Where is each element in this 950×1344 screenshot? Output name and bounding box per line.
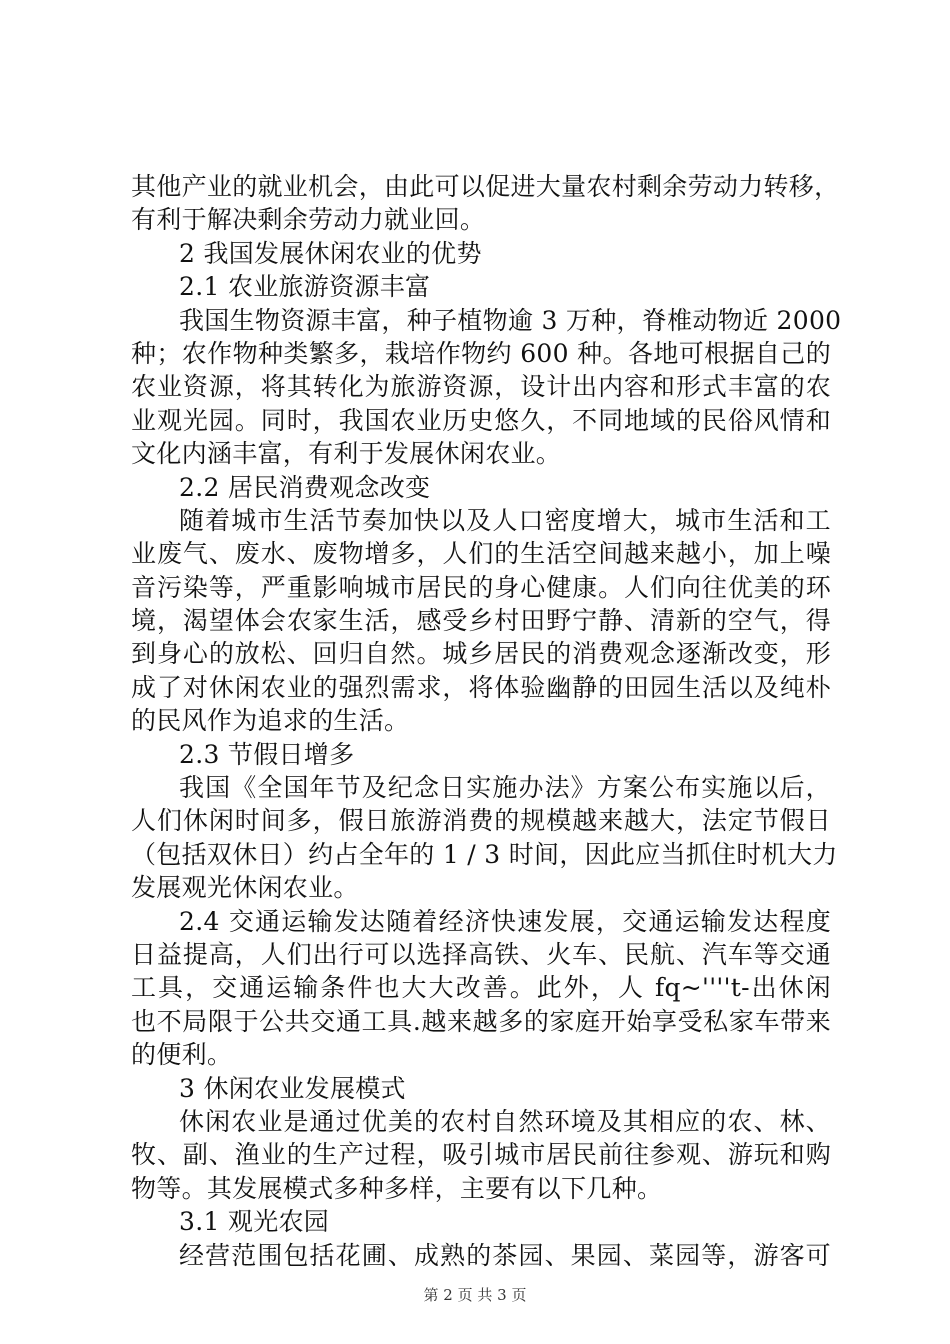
paragraph-line: 发展观光休闲农业。 bbox=[131, 873, 359, 903]
paragraph-line: 工具，交通运输条件也大大改善。此外，人 fq~''''t-出休闲 bbox=[131, 973, 831, 1003]
paragraph-line: 成了对休闲农业的强烈需求，将体验幽静的田园生活以及纯朴 bbox=[131, 672, 831, 702]
paragraph-line: 的民风作为追求的生活。 bbox=[131, 706, 410, 736]
document-body bbox=[131, 170, 842, 1272]
paragraph-line: 我国《全国年节及纪念日实施办法》方案公布实施以后， bbox=[179, 773, 831, 803]
paragraph-line: 人们休闲时间多，假日旅游消费的规模越来越大，法定节假日 bbox=[131, 806, 831, 836]
paragraph-line: 种；农作物种类繁多，栽培作物约 600 种。各地可根据自己的 bbox=[131, 338, 831, 368]
paragraph-line: 业观光园。同时，我国农业历史悠久，不同地域的民俗风情和 bbox=[131, 405, 831, 435]
paragraph-line: 文化内涵丰富，有利于发展休闲农业。 bbox=[131, 439, 562, 469]
paragraph-line: 其他产业的就业机会，由此可以促进大量农村剩余劳动力转移， bbox=[131, 172, 840, 201]
paragraph-line: 也不局限于公共交通工具.越来越多的家庭开始享受私家车带来 bbox=[131, 1006, 831, 1036]
paragraph-line: 有利于解决剩余劳动力就业回。 bbox=[131, 205, 486, 235]
section-heading: 2 我国发展休闲农业的优势 bbox=[179, 238, 482, 268]
section-heading: 3.1 观光农园 bbox=[179, 1207, 330, 1237]
paragraph-line: 到身心的放松、回归自然。城乡居民的消费观念逐渐改变，形 bbox=[131, 639, 831, 669]
paragraph-line: 音污染等，严重影响城市居民的身心健康。人们向往优美的环 bbox=[131, 572, 831, 602]
paragraph-line: 境，渴望体会农家生活，感受乡村田野宁静、清新的空气，得 bbox=[131, 606, 831, 636]
section-heading: 2.2 居民消费观念改变 bbox=[179, 472, 431, 502]
paragraph-line: 经营范围包括花圃、成熟的茶园、果园、菜园等，游客可 bbox=[179, 1240, 831, 1270]
page-footer: 第 2 页 共 3 页 bbox=[423, 1286, 527, 1304]
paragraph-line: （包括双休日）约占全年的 1 / 3 时间，因此应当抓住时机大力 bbox=[131, 839, 838, 869]
section-heading: 2.1 农业旅游资源丰富 bbox=[179, 272, 431, 302]
paragraph-line: 我国生物资源丰富，种子植物逾 3 万种，脊椎动物近 2000 bbox=[179, 305, 842, 335]
paragraph-line: 休闲农业是通过优美的农村自然环境及其相应的农、林、 bbox=[179, 1106, 831, 1136]
paragraph-line: 的便利。 bbox=[131, 1040, 233, 1070]
section-heading: 2.3 节假日增多 bbox=[179, 739, 355, 769]
section-heading: 3 休闲农业发展模式 bbox=[179, 1073, 406, 1103]
paragraph-line: 日益提高，人们出行可以选择高铁、火车、民航、汽车等交通 bbox=[131, 939, 831, 969]
paragraph-line: 2.4 交通运输发达随着经济快速发展，交通运输发达程度 bbox=[179, 906, 831, 936]
paragraph-line: 农业资源，将其转化为旅游资源，设计出内容和形式丰富的农 bbox=[131, 372, 831, 402]
paragraph-line: 物等。其发展模式多种多样，主要有以下几种。 bbox=[131, 1173, 663, 1203]
paragraph-line: 随着城市生活节奏加快以及人口密度增大，城市生活和工 bbox=[179, 505, 831, 535]
paragraph-line: 牧、副、渔业的生产过程，吸引城市居民前往参观、游玩和购 bbox=[131, 1140, 831, 1170]
paragraph-line: 业废气、废水、废物增多，人们的生活空间越来越小，加上噪 bbox=[131, 539, 831, 569]
